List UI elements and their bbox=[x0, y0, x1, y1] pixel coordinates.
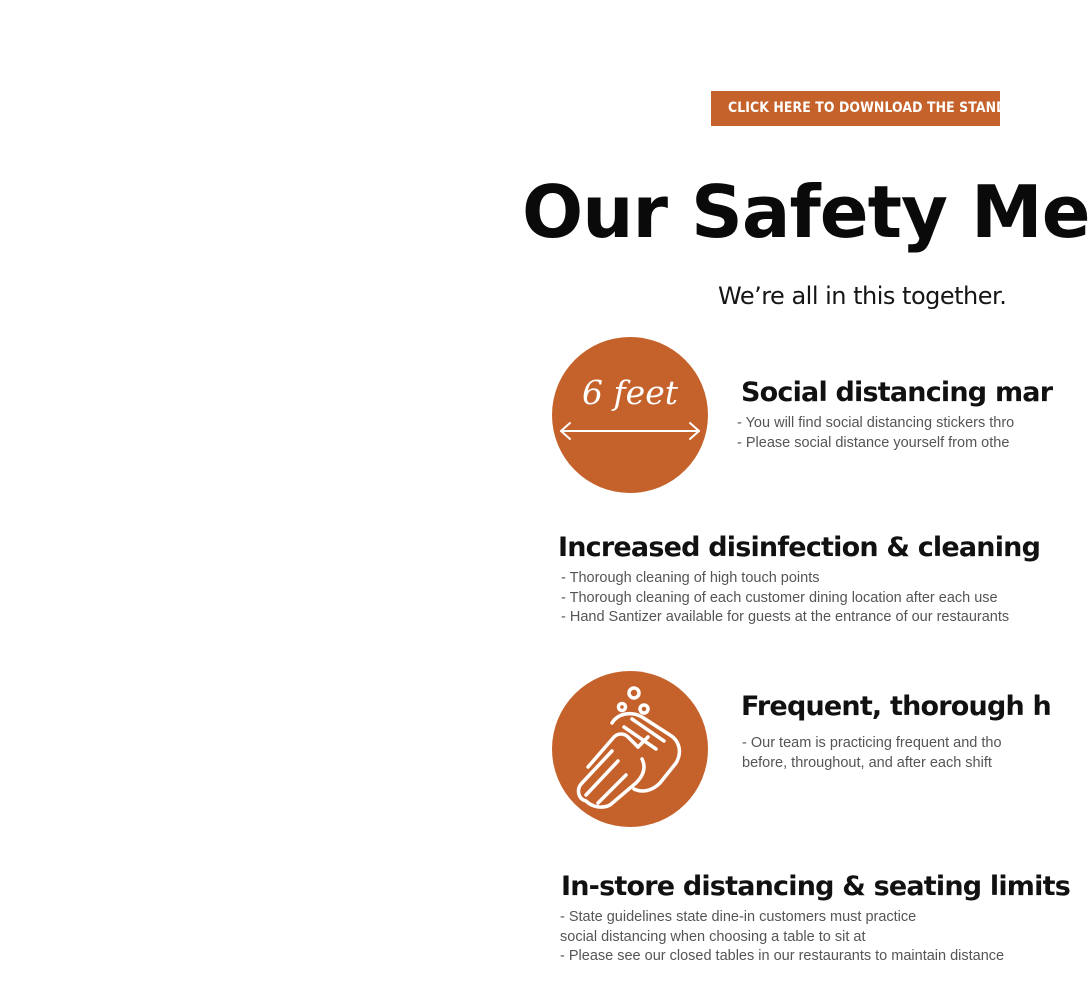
list-item: - Our team is practicing frequent and tho bbox=[742, 735, 1002, 751]
list-item: - Please social distance yourself from othe bbox=[737, 434, 1010, 451]
list-item: - Hand Santizer available for guests at the entrance of our restaurants bbox=[561, 609, 1010, 625]
section-bullets-handwashing bbox=[742, 734, 1002, 773]
six-feet-label: 6 feet bbox=[581, 373, 679, 412]
page-subtitle: We’re all in this together. bbox=[718, 282, 1007, 310]
section-title-seating-limits: In-store distancing & seating limits bbox=[561, 871, 1070, 902]
list-item: - State guidelines state dine-in customers must practice bbox=[560, 909, 917, 925]
section-title-handwashing: Frequent, thorough h bbox=[741, 691, 1051, 722]
six-feet-badge bbox=[552, 337, 708, 493]
list-item: social distancing when choosing a table to sit at bbox=[560, 928, 866, 945]
download-stand-app-label: CLICK HERE TO DOWNLOAD THE STAND APP bbox=[728, 100, 1040, 116]
download-stand-app-button[interactable] bbox=[711, 91, 1040, 126]
distance-arrow-icon bbox=[552, 337, 708, 493]
list-item: before, throughout, and after each shift bbox=[742, 754, 992, 771]
section-bullets-seating-limits bbox=[560, 908, 1004, 967]
list-item: - Please see our closed tables in our restaurants to maintain distance bbox=[560, 948, 1005, 964]
page-title: Our Safety Me bbox=[522, 170, 1090, 254]
list-item: - You will find social distancing stickers thro bbox=[737, 415, 1015, 431]
list-item: - Thorough cleaning of each customer dining location after each use bbox=[561, 589, 998, 606]
handwashing-badge bbox=[552, 671, 708, 827]
section-title-disinfection: Increased disinfection & cleaning bbox=[558, 532, 1041, 563]
section-bullets-disinfection bbox=[561, 569, 1009, 628]
section-title-social-distancing: Social distancing mar bbox=[741, 377, 1053, 408]
handwashing-icon bbox=[552, 671, 708, 827]
list-item: - Thorough cleaning of high touch points bbox=[561, 570, 820, 586]
section-bullets-social-distancing bbox=[737, 414, 1014, 453]
